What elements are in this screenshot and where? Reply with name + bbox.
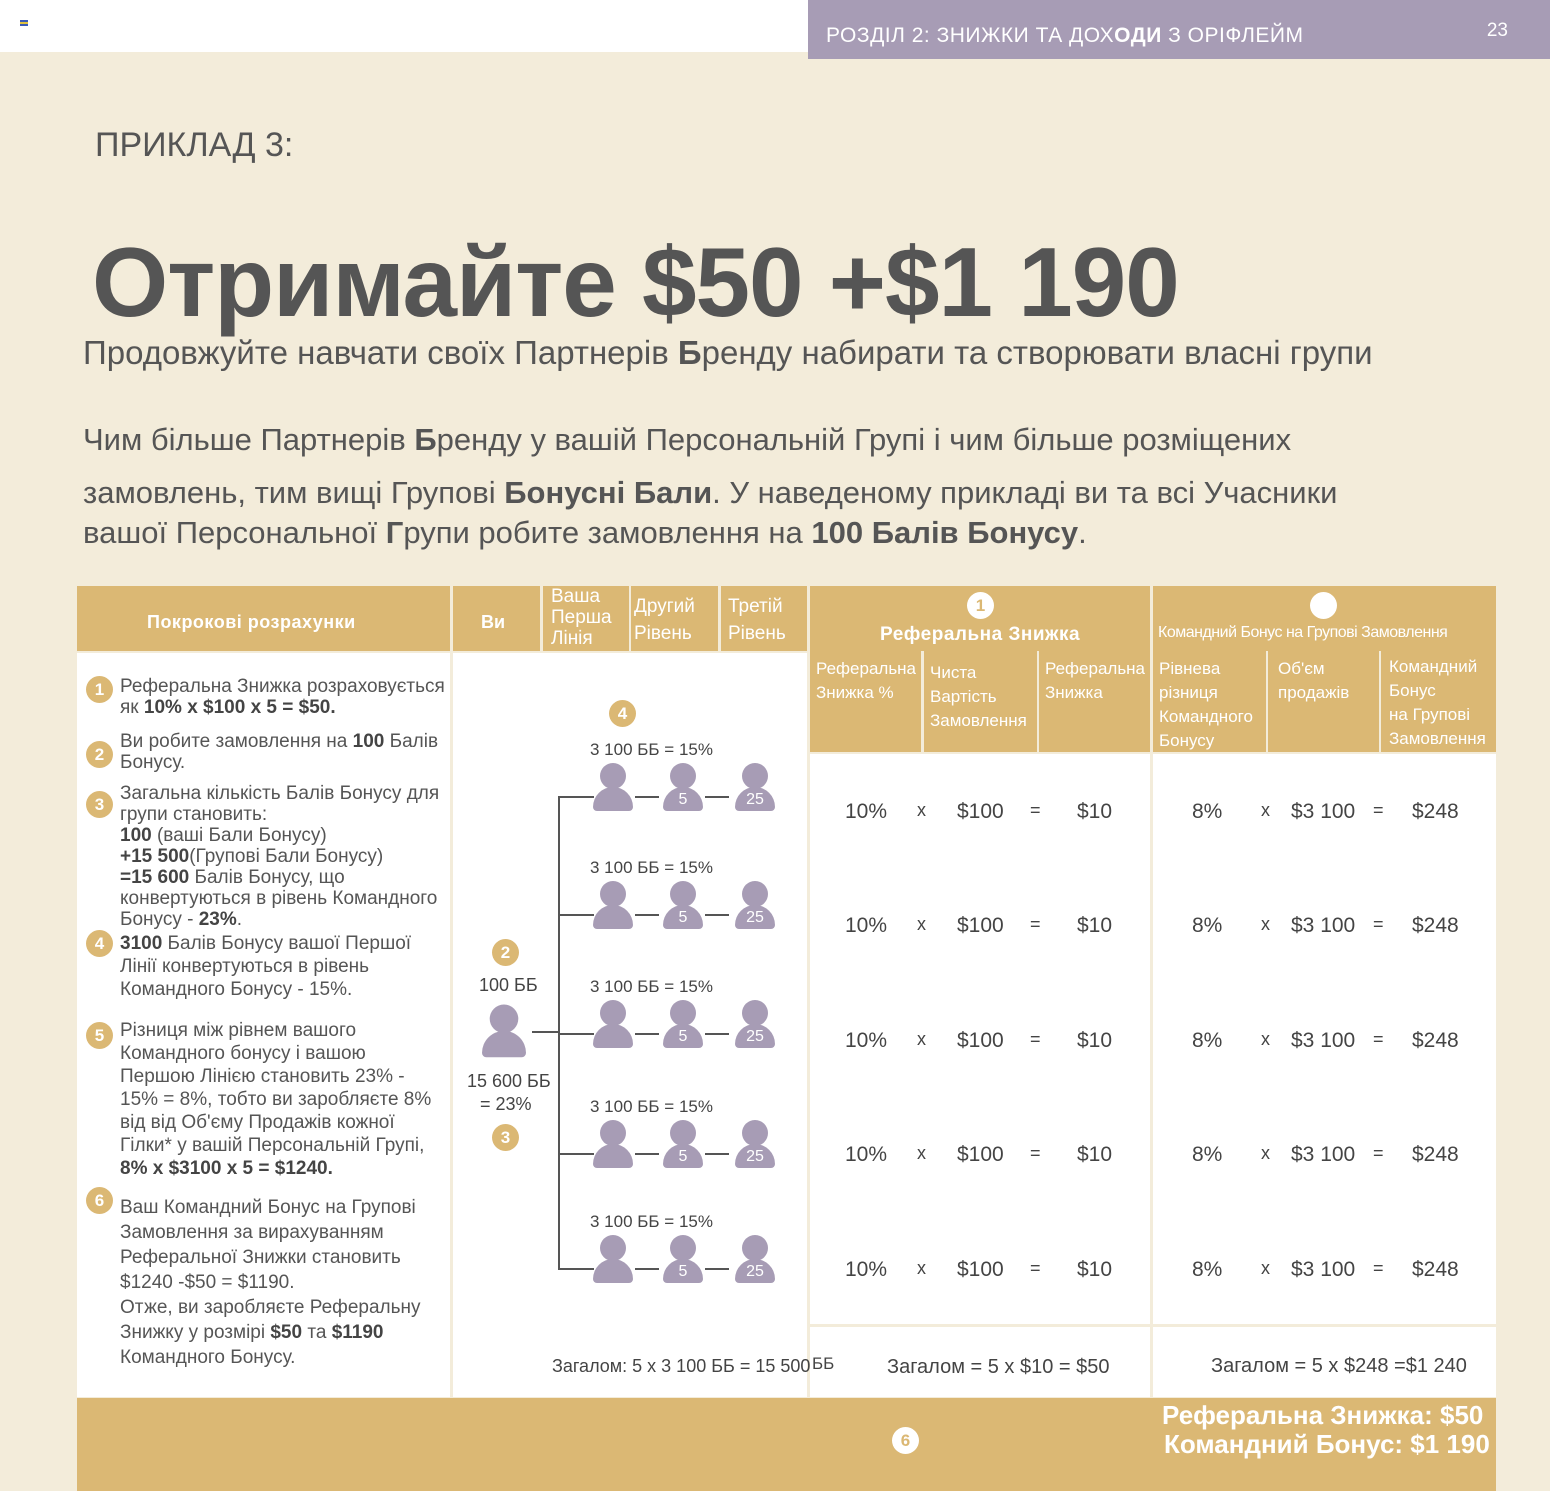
header-steps-label: Покрокові розрахунки	[147, 612, 356, 632]
cell-net-value: $100	[957, 800, 1004, 823]
cell-ref-discount: $10	[1077, 1258, 1113, 1281]
sub-ref-pct	[810, 651, 921, 752]
cell-level-diff: 8%	[1192, 800, 1223, 823]
cell-net-value: $100	[957, 1143, 1004, 1166]
first-line-person-icon	[593, 1235, 633, 1285]
branch-connector	[558, 1033, 594, 1035]
level-connector	[705, 914, 729, 916]
paragraph-line-2: замовлень, тим вищі Групові Бонусні Бали. У наведеному прикладі ви та всі Учасники	[83, 475, 1338, 510]
paragraph-line-3: вашої Персональної Групи робите замовлення на 100 Балів Бонусу.	[83, 515, 1087, 550]
section-title: РОЗДІЛ 2: ЗНИЖКИ ТА ДОХОДИ З ОРІФЛЕЙМ	[826, 24, 1304, 47]
second-level-person-icon	[663, 1120, 703, 1170]
you-person-icon	[482, 1005, 526, 1060]
total-bb-unit: ББ	[812, 1354, 835, 1373]
step-2: Ви робите замовлення на 100 Балів Бонусу.	[120, 731, 439, 773]
header-third-level	[721, 586, 807, 651]
cell-equals: =	[1373, 914, 1384, 934]
branch-bb-label: 3 100 ББ = 15%	[590, 740, 713, 759]
section-header	[808, 0, 1550, 59]
you-bb: 100 ББ	[479, 975, 538, 995]
cell-times: x	[917, 800, 926, 820]
total-referral: Загалом = 5 x $10 = $50	[887, 1356, 1110, 1378]
person-count: 25	[746, 791, 764, 808]
badge-3: 3	[86, 791, 113, 818]
level-connector	[635, 1153, 659, 1155]
cell-team-bonus: $248	[1412, 800, 1459, 823]
cell-ref-pct: 10%	[845, 1029, 888, 1052]
person-count: 5	[678, 1148, 688, 1165]
cell-team-bonus: $248	[1412, 914, 1459, 937]
cell-times: x	[917, 1258, 926, 1278]
header-referral-label: Реферальна Знижка	[880, 624, 1081, 645]
cell-times: x	[917, 1143, 926, 1163]
connector-vertical	[558, 796, 560, 1268]
cell-ref-pct: 10%	[845, 1258, 888, 1281]
cell-sales-volume: $3 100	[1291, 800, 1356, 823]
second-level-person-icon	[663, 763, 703, 813]
badge-1-header: 1	[967, 592, 994, 619]
badge-2: 2	[86, 741, 113, 768]
sub-team-bonus-col	[1381, 651, 1496, 752]
cell-ref-pct: 10%	[845, 800, 888, 823]
cell-equals: =	[1373, 1258, 1384, 1278]
you-total-bb: 15 600 ББ	[467, 1071, 551, 1091]
header-third-level-label: Третій Рівень	[728, 596, 786, 644]
branch-connector	[558, 1268, 594, 1270]
cell-net-value: $100	[957, 914, 1004, 937]
level-connector	[705, 1153, 729, 1155]
header-second-level-label: Другий Рівень	[634, 596, 695, 644]
person-count: 25	[746, 1263, 764, 1280]
cell-sales-volume: $3 100	[1291, 1143, 1356, 1166]
level-connector	[635, 796, 659, 798]
person-count: 5	[678, 1263, 688, 1280]
branch-bb-label: 3 100 ББ = 15%	[590, 858, 713, 877]
cell-level-diff: 8%	[1192, 1029, 1223, 1052]
cell-level-diff: 8%	[1192, 1258, 1223, 1281]
subtitle: Продовжуйте навчати своїх Партнерів Бренду набирати та створювати власні групи	[83, 334, 1373, 371]
second-level-person-icon	[663, 881, 703, 931]
cell-times: x	[1261, 1143, 1270, 1163]
sub-ref-discount-label: Реферальна Знижка	[1045, 659, 1146, 702]
branch-connector	[558, 914, 594, 916]
step-6: Ваш Командний Бонус на Групові Замовлення за вирахуванням Реферальної Знижки становить $1240 -$50 = $1190. Отже, ви заробляєте Реферальну Знижку у розмірі $50 та $1190 Командного Бонусу.	[120, 1197, 421, 1368]
cell-net-value: $100	[957, 1258, 1004, 1281]
flag-icon	[20, 20, 28, 26]
cell-sales-volume: $3 100	[1291, 1258, 1356, 1281]
badge-6: 6	[86, 1187, 113, 1214]
sub-level-diff-label: Рівнева різниця Командного Бонусу	[1159, 659, 1253, 750]
level-connector	[635, 1268, 659, 1270]
level-connector	[705, 1268, 729, 1270]
sub-net-value	[924, 651, 1037, 752]
final-team: Командний Бонус: $1 190	[1164, 1429, 1490, 1459]
you-pct: = 23%	[480, 1094, 532, 1114]
cell-ref-pct: 10%	[845, 914, 888, 937]
first-line-person-icon	[593, 1000, 633, 1050]
step-3: Загальна кількість Балів Бонусу для групи становить: 100 (ваші Бали Бонусу) +15 500(Групові Бали Бонусу) =15 600 Балів Бонусу, що конвертуються в рівень Командного Бонусу - 23%.	[120, 783, 440, 930]
badge-blank-header	[1310, 592, 1337, 619]
badge-2-tree: 2	[492, 939, 519, 966]
cell-ref-discount: $10	[1077, 1143, 1113, 1166]
header-first-line-label: Ваша Перша Лінія	[551, 586, 612, 649]
connector-you	[532, 1031, 559, 1033]
total-bb: Загалом: 5 x 3 100 ББ = 15 500	[552, 1356, 811, 1376]
cell-team-bonus: $248	[1412, 1143, 1459, 1166]
sub-ref-pct-label: Реферальна Знижка %	[816, 659, 917, 702]
header-first-line	[543, 586, 629, 651]
cell-sales-volume: $3 100	[1291, 914, 1356, 937]
person-count: 25	[746, 909, 764, 926]
sub-level-diff	[1153, 651, 1266, 752]
cell-times: x	[917, 914, 926, 934]
cell-times: x	[1261, 914, 1270, 934]
third-level-person-icon	[735, 1235, 775, 1285]
cell-equals: =	[1030, 914, 1041, 934]
cell-equals: =	[1030, 1143, 1041, 1163]
level-connector	[635, 914, 659, 916]
header-steps	[77, 586, 450, 651]
header-referral	[810, 586, 1150, 651]
sub-ref-discount	[1039, 651, 1150, 752]
sub-team-bonus-col-label: Командний Бонус на Групові Замовлення	[1389, 657, 1486, 748]
third-level-person-icon	[735, 763, 775, 813]
cell-equals: =	[1373, 800, 1384, 820]
cell-ref-discount: $10	[1077, 800, 1113, 823]
badge-1: 1	[86, 676, 113, 703]
person-count: 25	[746, 1028, 764, 1045]
branch-bb-label: 3 100 ББ = 15%	[590, 977, 713, 996]
cell-level-diff: 8%	[1192, 1143, 1223, 1166]
person-count: 25	[746, 1148, 764, 1165]
first-line-person-icon	[593, 881, 633, 931]
final-referral: Реферальна Знижка: $50	[1162, 1400, 1484, 1430]
cell-level-diff: 8%	[1192, 914, 1223, 937]
step-1: Реферальна Знижка розраховується як 10% x $100 x 5 = $50.	[120, 676, 445, 718]
badge-5: 5	[86, 1022, 113, 1049]
header-second-level	[631, 586, 718, 651]
paragraph-line-1: Чим більше Партнерів Бренду у вашій Персональній Групі і чим більше розміщених	[83, 422, 1292, 457]
third-level-person-icon	[735, 1120, 775, 1170]
branch-connector	[558, 796, 594, 798]
cell-equals: =	[1030, 1029, 1041, 1049]
cell-ref-discount: $10	[1077, 1029, 1113, 1052]
cell-team-bonus: $248	[1412, 1029, 1459, 1052]
cell-ref-pct: 10%	[845, 1143, 888, 1166]
sub-sales-volume-label: Об'єм продажів	[1278, 659, 1350, 702]
second-level-person-icon	[663, 1000, 703, 1050]
sub-sales-volume	[1268, 651, 1379, 752]
cell-equals: =	[1030, 800, 1041, 820]
cell-times: x	[917, 1029, 926, 1049]
total-team: Загалом = 5 x $248 =$1 240	[1211, 1355, 1467, 1377]
badge-3-tree: 3	[492, 1124, 519, 1151]
branch-connector	[558, 1153, 594, 1155]
person-count: 5	[678, 909, 688, 926]
cell-team-bonus: $248	[1412, 1258, 1459, 1281]
branch-bb-label: 3 100 ББ = 15%	[590, 1097, 713, 1116]
level-connector	[705, 796, 729, 798]
person-count: 5	[678, 791, 688, 808]
header-you	[453, 586, 540, 651]
sub-net-value-label: Чиста Вартість Замовлення	[930, 663, 1027, 730]
first-line-person-icon	[593, 763, 633, 813]
header-team-bonus-label: Командний Бонус на Групові Замовлення	[1158, 624, 1448, 641]
badge-4-tree: 4	[609, 700, 636, 727]
example-label: ПРИКЛАД 3:	[95, 126, 294, 164]
badge-6-final: 6	[892, 1427, 919, 1454]
headline: Отримайте $50 +$1 190	[92, 227, 1179, 337]
level-connector	[705, 1033, 729, 1035]
cell-equals: =	[1373, 1029, 1384, 1049]
third-level-person-icon	[735, 881, 775, 931]
cell-equals: =	[1030, 1258, 1041, 1278]
final-bar	[77, 1398, 1496, 1491]
cell-equals: =	[1373, 1143, 1384, 1163]
cell-net-value: $100	[957, 1029, 1004, 1052]
person-count: 5	[678, 1028, 688, 1045]
level-connector	[635, 1033, 659, 1035]
cell-times: x	[1261, 800, 1270, 820]
header-you-label: Ви	[481, 612, 506, 632]
cell-ref-discount: $10	[1077, 914, 1113, 937]
cell-times: x	[1261, 1029, 1270, 1049]
cell-times: x	[1261, 1258, 1270, 1278]
third-level-person-icon	[735, 1000, 775, 1050]
branch-bb-label: 3 100 ББ = 15%	[590, 1212, 713, 1231]
step-4: 3100 Балів Бонусу вашої Першої Лінії конвертуються в рівень Командного Бонусу - 15%.	[120, 933, 412, 1000]
first-line-person-icon	[593, 1120, 633, 1170]
step-5: Різниця між рівнем вашого Командного бонусу і вашою Першою Лінією становить 23% - 15% = 8%, тобто ви заробляєте 8% від від Об'єму Продажів кожної Гілки* у вашій Персональній Групі, 8% x $3100 x 5 = $1240.	[120, 1020, 432, 1179]
header-team-bonus	[1153, 586, 1496, 651]
page-number: 23	[1486, 20, 1508, 41]
badge-4: 4	[86, 930, 113, 957]
cell-sales-volume: $3 100	[1291, 1029, 1356, 1052]
second-level-person-icon	[663, 1235, 703, 1285]
